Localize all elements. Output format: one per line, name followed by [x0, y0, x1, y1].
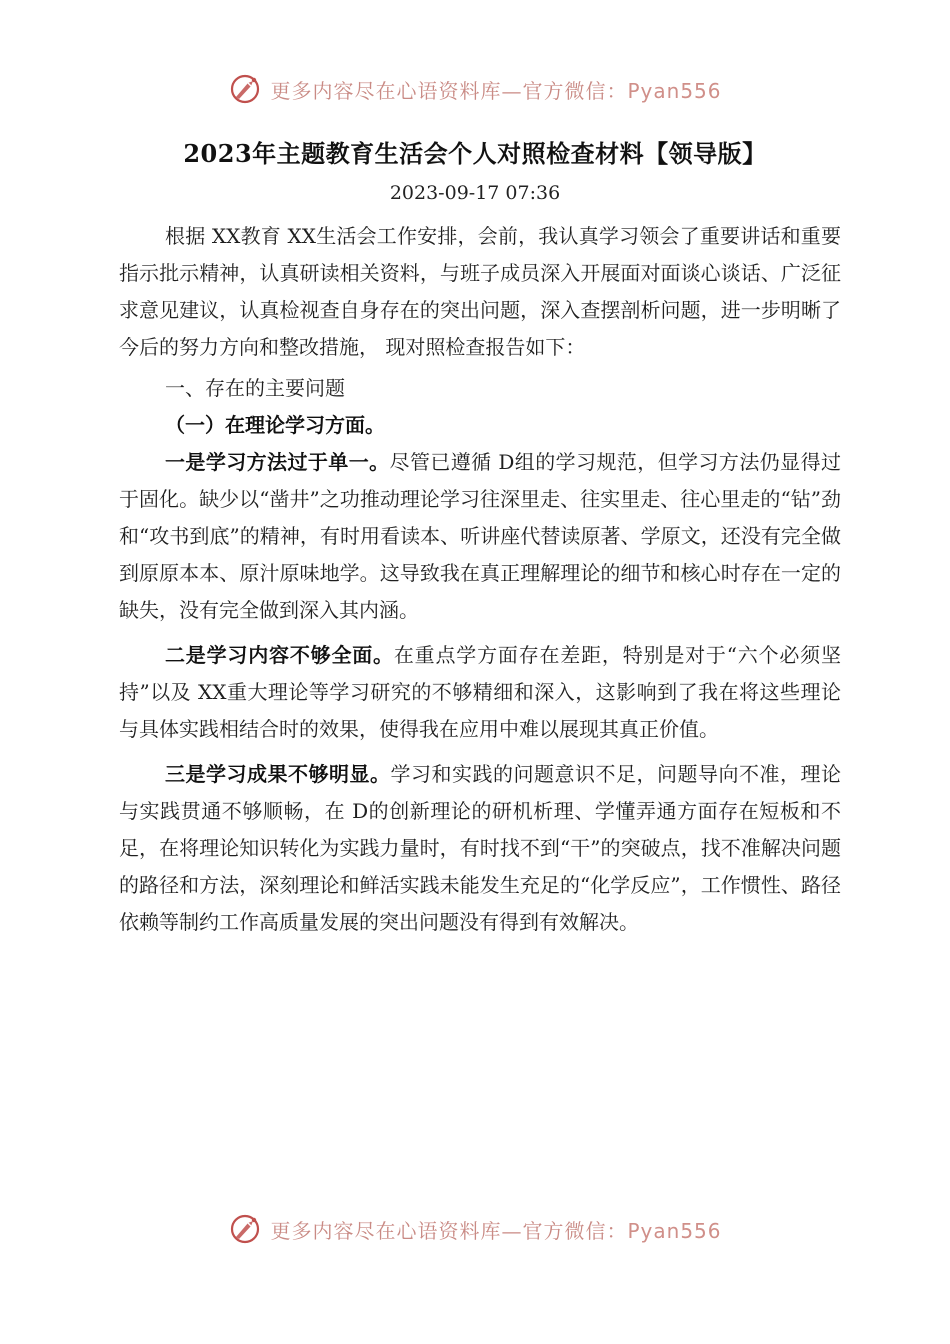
point-lead-2: 二是学习内容不够全面。	[165, 643, 394, 667]
watermark-footer	[0, 1212, 950, 1246]
point-paragraph-2	[119, 637, 841, 748]
document-date: 2023-09-17 07:36	[389, 182, 561, 204]
subsection-heading-text: （一）在理论学习方面。	[165, 413, 385, 437]
point-body-2: 在重点学方面存在差距，特别是对于“六个必须坚持”以及 XX重大理论等学习研究的不够精细和深入，这影响到了我在将这些理论与具体实践相结合时的效果，使得我在应用中难以展现其真正价值。	[119, 643, 841, 741]
point-body-3: 学习和实践的问题意识不足，问题导向不准，理论与实践贯通不够顺畅，在 D的创新理论的研机析理、学懂弄通方面存在短板和不足，在将理论知识转化为实践力量时，有时找不到“干”的突破点，找不准解决问题的路径和方法，深刻理论和鲜活实践未能发生充足的“化学反应”，工作惯性、路径依赖等制约工作高质量发展的突出问题没有得到有效解决。	[119, 762, 841, 934]
watermark-text	[270, 1215, 721, 1244]
watermark-header	[0, 72, 950, 106]
pen-nib-logo-icon	[228, 72, 262, 106]
watermark-prefix: 更多内容尽在心语资料库—官方微信：	[270, 78, 628, 103]
point-lead-3: 三是学习成果不够明显。	[165, 762, 391, 786]
watermark-wechat-id: Pyan556	[627, 1218, 722, 1243]
watermark-prefix: 更多内容尽在心语资料库—官方微信：	[270, 1218, 628, 1243]
watermark-wechat-id: Pyan556	[627, 78, 722, 103]
watermark-text	[270, 75, 721, 104]
point-lead-1: 一是学习方法过于单一。	[165, 450, 390, 474]
point-paragraph-1	[119, 444, 841, 629]
subsection-heading	[119, 407, 841, 444]
pen-nib-logo-icon	[228, 1212, 262, 1246]
document-title: 2023年主题教育生活会个人对照检查材料【领导版】	[183, 139, 767, 168]
document-body	[119, 218, 841, 941]
point-body-1: 尽管已遵循 D组的学习规范，但学习方法仍显得过于固化。缺少以“凿井”之功推动理论学习往深里走、往实里走、往心里走的“钻”劲和“攻书到底”的精神，有时用看读本、听讲座代替读原著、学原文，还没有完全做到原原本本、原汁原味地学。这导致我在真正理解理论的细节和核心时存在一定的缺失，没有完全做到深入其内涵。	[119, 450, 841, 622]
section-heading: 一、存在的主要问题	[165, 376, 345, 400]
intro-paragraph: 根据 XX教育 XX生活会工作安排，会前，我认真学习领会了重要讲话和重要指示批示精神，认真研读相关资料，与班子成员深入开展面对面谈心谈话、广泛征求意见建议，认真检视查自身存在的突出问题，深入查摆剖析问题，进一步明晰了今后的努力方向和整改措施， 现对照检查报告如下：	[119, 224, 841, 359]
point-paragraph-3	[119, 756, 841, 941]
